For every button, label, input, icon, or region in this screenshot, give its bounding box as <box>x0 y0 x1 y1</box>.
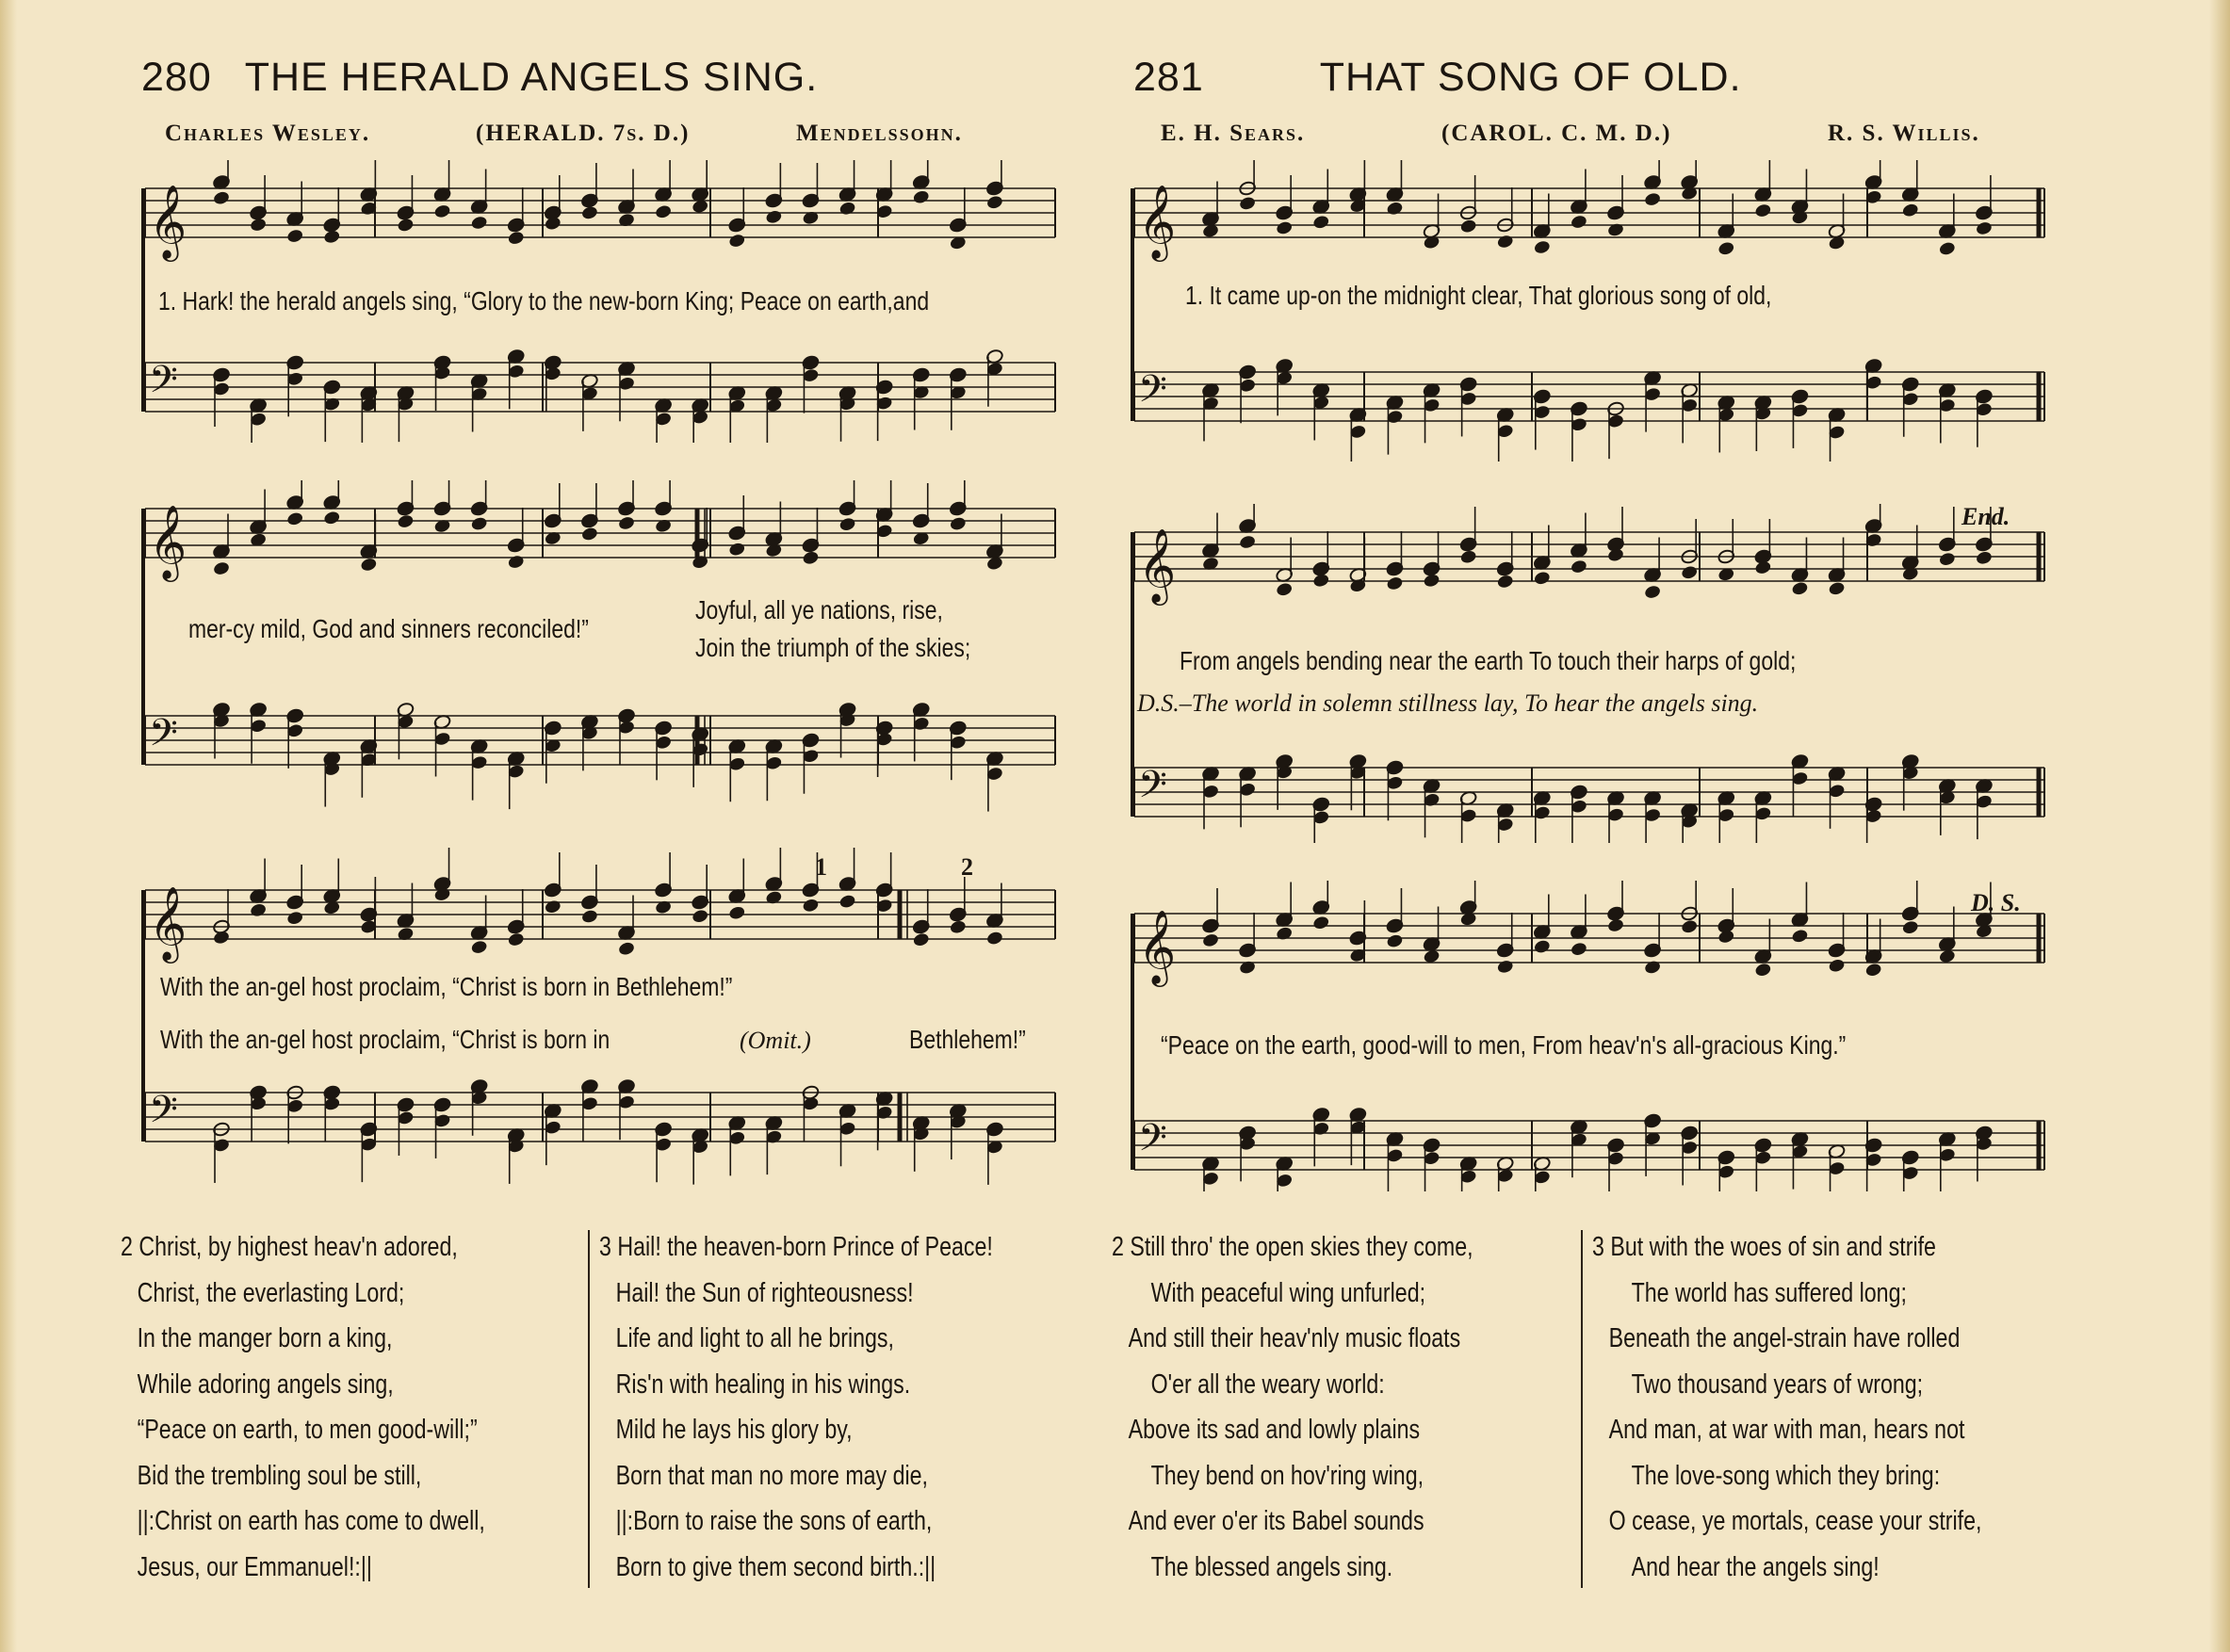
note-head <box>1239 196 1257 212</box>
note-head <box>580 205 598 221</box>
bass-clef-icon: 𝄢 <box>149 711 178 764</box>
verse-line: And ever o'er its Babel sounds <box>1128 1506 1424 1536</box>
treble-clef-icon: 𝄞 <box>1138 185 1177 259</box>
treble-clef-icon: 𝄞 <box>1138 528 1177 603</box>
verse-line: Above its sad and lowly plains <box>1128 1415 1421 1445</box>
verse-line: 2 Christ, by highest heav'n adored, <box>121 1232 458 1262</box>
note-head <box>838 201 856 217</box>
verse-line: And still their heav'nly music floats <box>1128 1323 1461 1353</box>
note-head <box>212 560 230 576</box>
note-head <box>765 890 783 906</box>
hymn-280-lyric-line-3c: Bethlehem!” <box>909 1025 1026 1054</box>
hymn-280-lyric-line-2: mer-cy mild, God and sinners reconciled!” <box>188 614 589 643</box>
first-ending-number: 1 <box>815 853 827 881</box>
note-head <box>1496 574 1514 590</box>
verse-line: And man, at war with man, hears not <box>1608 1415 1965 1445</box>
note-head <box>286 910 304 926</box>
note-head <box>1791 928 1809 944</box>
note-head <box>507 554 525 570</box>
hymn-280-author: Charles Wesley. <box>165 121 371 146</box>
verse-line: Bid the trembling soul be still, <box>137 1460 422 1491</box>
note-head <box>1533 939 1551 955</box>
hymn-280-lyric-line-2b: Joyful, all ye nations, rise, <box>695 595 943 624</box>
note-head <box>1681 918 1699 934</box>
note-head <box>1681 564 1699 580</box>
verse-line: While adoring angels sing, <box>137 1369 394 1400</box>
bass-staff <box>1134 358 2044 462</box>
note-head <box>1828 580 1846 596</box>
note-head <box>1386 201 1404 217</box>
verse-line: Beneath the angel-strain have rolled <box>1608 1323 1961 1353</box>
note-head <box>1644 960 1662 976</box>
note-head <box>838 516 856 532</box>
verse-line: And hear the angels sing! <box>1631 1551 1880 1582</box>
note-head <box>470 215 488 231</box>
hymn-281-number: 281 <box>1133 55 1204 100</box>
verse-line: Mild he lays his glory by, <box>615 1415 853 1445</box>
note-head <box>286 510 304 526</box>
treble-staff <box>145 848 1055 964</box>
verse-line: ||:Born to raise the sons of earth, <box>615 1506 933 1536</box>
note-head <box>580 526 598 543</box>
note-head <box>580 909 598 925</box>
hymn-280-lyric-line-1: 1. Hark! the herald angels sing, “Glory to the new-born King; Peace on earth,and <box>158 286 930 316</box>
end-mark: End. <box>1961 503 2010 530</box>
hymn-280-lyric-line-3a: With the an-gel host proclaim, “Christ is born in Bethlehem!” <box>160 972 733 1001</box>
hymn-281-lyric-line-1: 1. It came up-on the midnight clear, That glorious song of old, <box>1185 281 1772 310</box>
verse-divider <box>1581 1230 1583 1588</box>
hymn-281-verse-3 <box>1592 1224 1981 1590</box>
note-head <box>765 209 783 225</box>
bass-clef-icon: 𝄢 <box>1138 763 1167 816</box>
hymn-281-verse-2 <box>1112 1224 1473 1590</box>
verse-line: O'er all the weary world: <box>1150 1369 1385 1400</box>
note-head <box>1938 241 1956 257</box>
note-head <box>1828 958 1846 974</box>
note-head <box>949 516 967 532</box>
second-ending-number: 2 <box>961 853 973 881</box>
hymn-280-heading <box>141 55 818 101</box>
note-head <box>1606 917 1624 933</box>
note-head <box>1975 550 1993 566</box>
note-head <box>1570 941 1587 957</box>
note-head <box>1386 575 1404 591</box>
note-head <box>323 229 341 245</box>
note-head <box>728 905 746 921</box>
note-head <box>323 510 341 526</box>
note-head <box>802 550 820 566</box>
hymn-280-lyric-line-3b: With the an-gel host proclaim, “Christ is born in <box>160 1025 610 1054</box>
bass-staff <box>1134 1107 2044 1191</box>
hymn-280-tune: (HERALD. 7s. D.) <box>476 121 691 146</box>
verse-line: They bend on hov'ring wing, <box>1150 1460 1424 1491</box>
hymn-280-composer: Mendelssohn. <box>796 121 963 146</box>
hymn-281-ds-line: D.S.–The world in solemn stillness lay, To hear the angels sing. <box>1137 689 1759 717</box>
note-head <box>985 931 1003 947</box>
hymn-280-number: 280 <box>141 55 212 100</box>
note-head <box>1312 915 1330 931</box>
note-head <box>250 902 268 918</box>
note-head <box>1606 222 1624 238</box>
hymn-281-composer: R. S. Willis. <box>1828 121 1980 146</box>
note-head <box>1754 202 1772 219</box>
note-head <box>1644 584 1662 600</box>
note-head <box>912 931 930 947</box>
verse-line: Christ, the everlasting Lord; <box>137 1277 405 1308</box>
verse-line: The love-song which they bring: <box>1631 1460 1941 1491</box>
note-head <box>1533 570 1551 586</box>
note-head <box>360 557 378 573</box>
ds-mark: D. S. <box>1971 889 2021 916</box>
verse-line: 3 But with the woes of sin and strife <box>1592 1232 1936 1262</box>
verse-line: The blessed angels sing. <box>1150 1551 1393 1582</box>
note-head <box>728 233 746 249</box>
page-gutter <box>0 0 17 1652</box>
note-head <box>1496 234 1514 250</box>
note-head <box>470 939 488 955</box>
note-head <box>1975 220 1993 236</box>
verse-line: Ris'n with healing in his wings. <box>615 1369 911 1400</box>
hymn-281-tune: (CAROL. C. M. D.) <box>1441 121 1672 146</box>
treble-clef-icon: 𝄞 <box>149 505 187 579</box>
note-head <box>433 203 451 219</box>
bass-clef-icon: 𝄢 <box>149 1088 178 1141</box>
verse-line: Jesus, our Emmanuel!:|| <box>137 1551 372 1582</box>
hymn-281-lyric-line-3: “Peace on the earth, good-will to men, From heav'n's all-gracious King.” <box>1161 1030 1847 1060</box>
note-head <box>912 189 930 205</box>
note-head <box>397 513 415 529</box>
note-head <box>1496 959 1514 975</box>
note-head <box>1570 559 1587 575</box>
hymn-281-title: THAT SONG OF OLD. <box>1319 55 1742 100</box>
treble-staff <box>1134 160 2044 262</box>
note-head <box>1276 581 1294 597</box>
bass-staff <box>145 1078 1055 1185</box>
treble-staff <box>1134 881 2044 987</box>
note-head <box>1754 962 1772 978</box>
hymn-280-verse-3 <box>599 1224 993 1590</box>
note-head <box>728 542 746 558</box>
note-head <box>692 554 709 570</box>
treble-staff <box>1134 504 2044 606</box>
note-head <box>1644 191 1662 207</box>
hymn-280-verse-2 <box>121 1224 485 1590</box>
note-head <box>507 931 525 947</box>
note-head <box>1901 919 1919 935</box>
bass-staff <box>145 702 1055 811</box>
verse-divider <box>588 1230 590 1588</box>
bass-clef-icon: 𝄢 <box>1138 367 1167 420</box>
note-head <box>1239 534 1257 550</box>
verse-line: The world has suffered long; <box>1631 1277 1907 1308</box>
note-head <box>507 230 525 246</box>
hymn-280-lyric-line-2c: Join the triumph of the skies; <box>695 633 971 662</box>
note-head <box>1276 926 1294 942</box>
note-head <box>1864 962 1882 978</box>
treble-clef-icon: 𝄞 <box>149 886 187 961</box>
note-head <box>212 190 230 206</box>
bass-staff <box>1134 753 2044 843</box>
treble-clef-icon: 𝄞 <box>149 185 187 259</box>
page-edge <box>2209 0 2230 1652</box>
verse-line: O cease, ye mortals, cease your strife, <box>1608 1506 1982 1536</box>
verse-line: Hail! the Sun of righteousness! <box>615 1277 914 1308</box>
note-head <box>1717 240 1735 256</box>
bass-clef-icon: 𝄢 <box>1138 1116 1167 1169</box>
verse-line: ||:Christ on earth has come to dwell, <box>137 1506 485 1536</box>
note-head <box>1312 573 1330 589</box>
note-head <box>1717 929 1735 945</box>
hymn-281-lyric-line-2: From angels bending near the earth To touch their harps of gold; <box>1180 646 1797 675</box>
note-head <box>1901 202 1919 219</box>
note-head <box>949 919 967 935</box>
note-head <box>1386 933 1404 949</box>
hymn-281-heading <box>1133 55 1742 101</box>
verse-line: 3 Hail! the heaven-born Prince of Peace! <box>599 1232 993 1262</box>
verse-line: “Peace on earth, to men good-will;” <box>137 1415 478 1445</box>
note-head <box>1533 239 1551 255</box>
treble-staff <box>145 480 1055 582</box>
note-head <box>692 908 709 924</box>
note-head <box>985 194 1003 210</box>
note-head <box>655 203 673 219</box>
note-head <box>1423 573 1441 589</box>
note-head <box>617 515 635 531</box>
verse-line: Life and light to all he brings, <box>615 1323 894 1353</box>
note-head <box>1312 214 1330 230</box>
note-head <box>470 516 488 532</box>
verse-line: With peaceful wing unfurled; <box>1150 1277 1426 1308</box>
hymn-281-author: E. H. Sears. <box>1161 121 1306 146</box>
note-head <box>250 217 268 233</box>
note-head <box>838 894 856 910</box>
verse-line: In the manger born a king, <box>137 1323 393 1353</box>
verse-line: Two thousand years of wrong; <box>1631 1369 1924 1400</box>
note-head <box>1201 932 1219 948</box>
note-head <box>1276 220 1294 236</box>
note-head <box>1459 219 1477 235</box>
note-head <box>1570 214 1587 230</box>
hymn-281-system-1 <box>1121 160 2054 462</box>
hymn-280-title: THE HERALD ANGELS SING. <box>244 55 819 100</box>
note-head <box>802 898 820 914</box>
note-head <box>544 899 562 915</box>
verse-line: 2 Still thro' the open skies they come, <box>1112 1232 1473 1262</box>
treble-staff <box>145 160 1055 262</box>
note-head <box>397 218 415 234</box>
bass-staff <box>145 348 1055 443</box>
treble-clef-icon: 𝄞 <box>1138 910 1177 984</box>
note-head <box>286 228 304 244</box>
note-head <box>1754 559 1772 575</box>
hymn-280-omit-mark: (Omit.) <box>740 1027 811 1054</box>
note-head <box>617 941 635 957</box>
verse-line: Born that man no more may die, <box>615 1460 929 1491</box>
verse-line: Born to give them second birth.:|| <box>615 1551 936 1582</box>
note-head <box>1791 580 1809 596</box>
bass-clef-icon: 𝄢 <box>149 358 178 411</box>
note-head <box>1459 549 1477 565</box>
note-head <box>1938 551 1956 567</box>
